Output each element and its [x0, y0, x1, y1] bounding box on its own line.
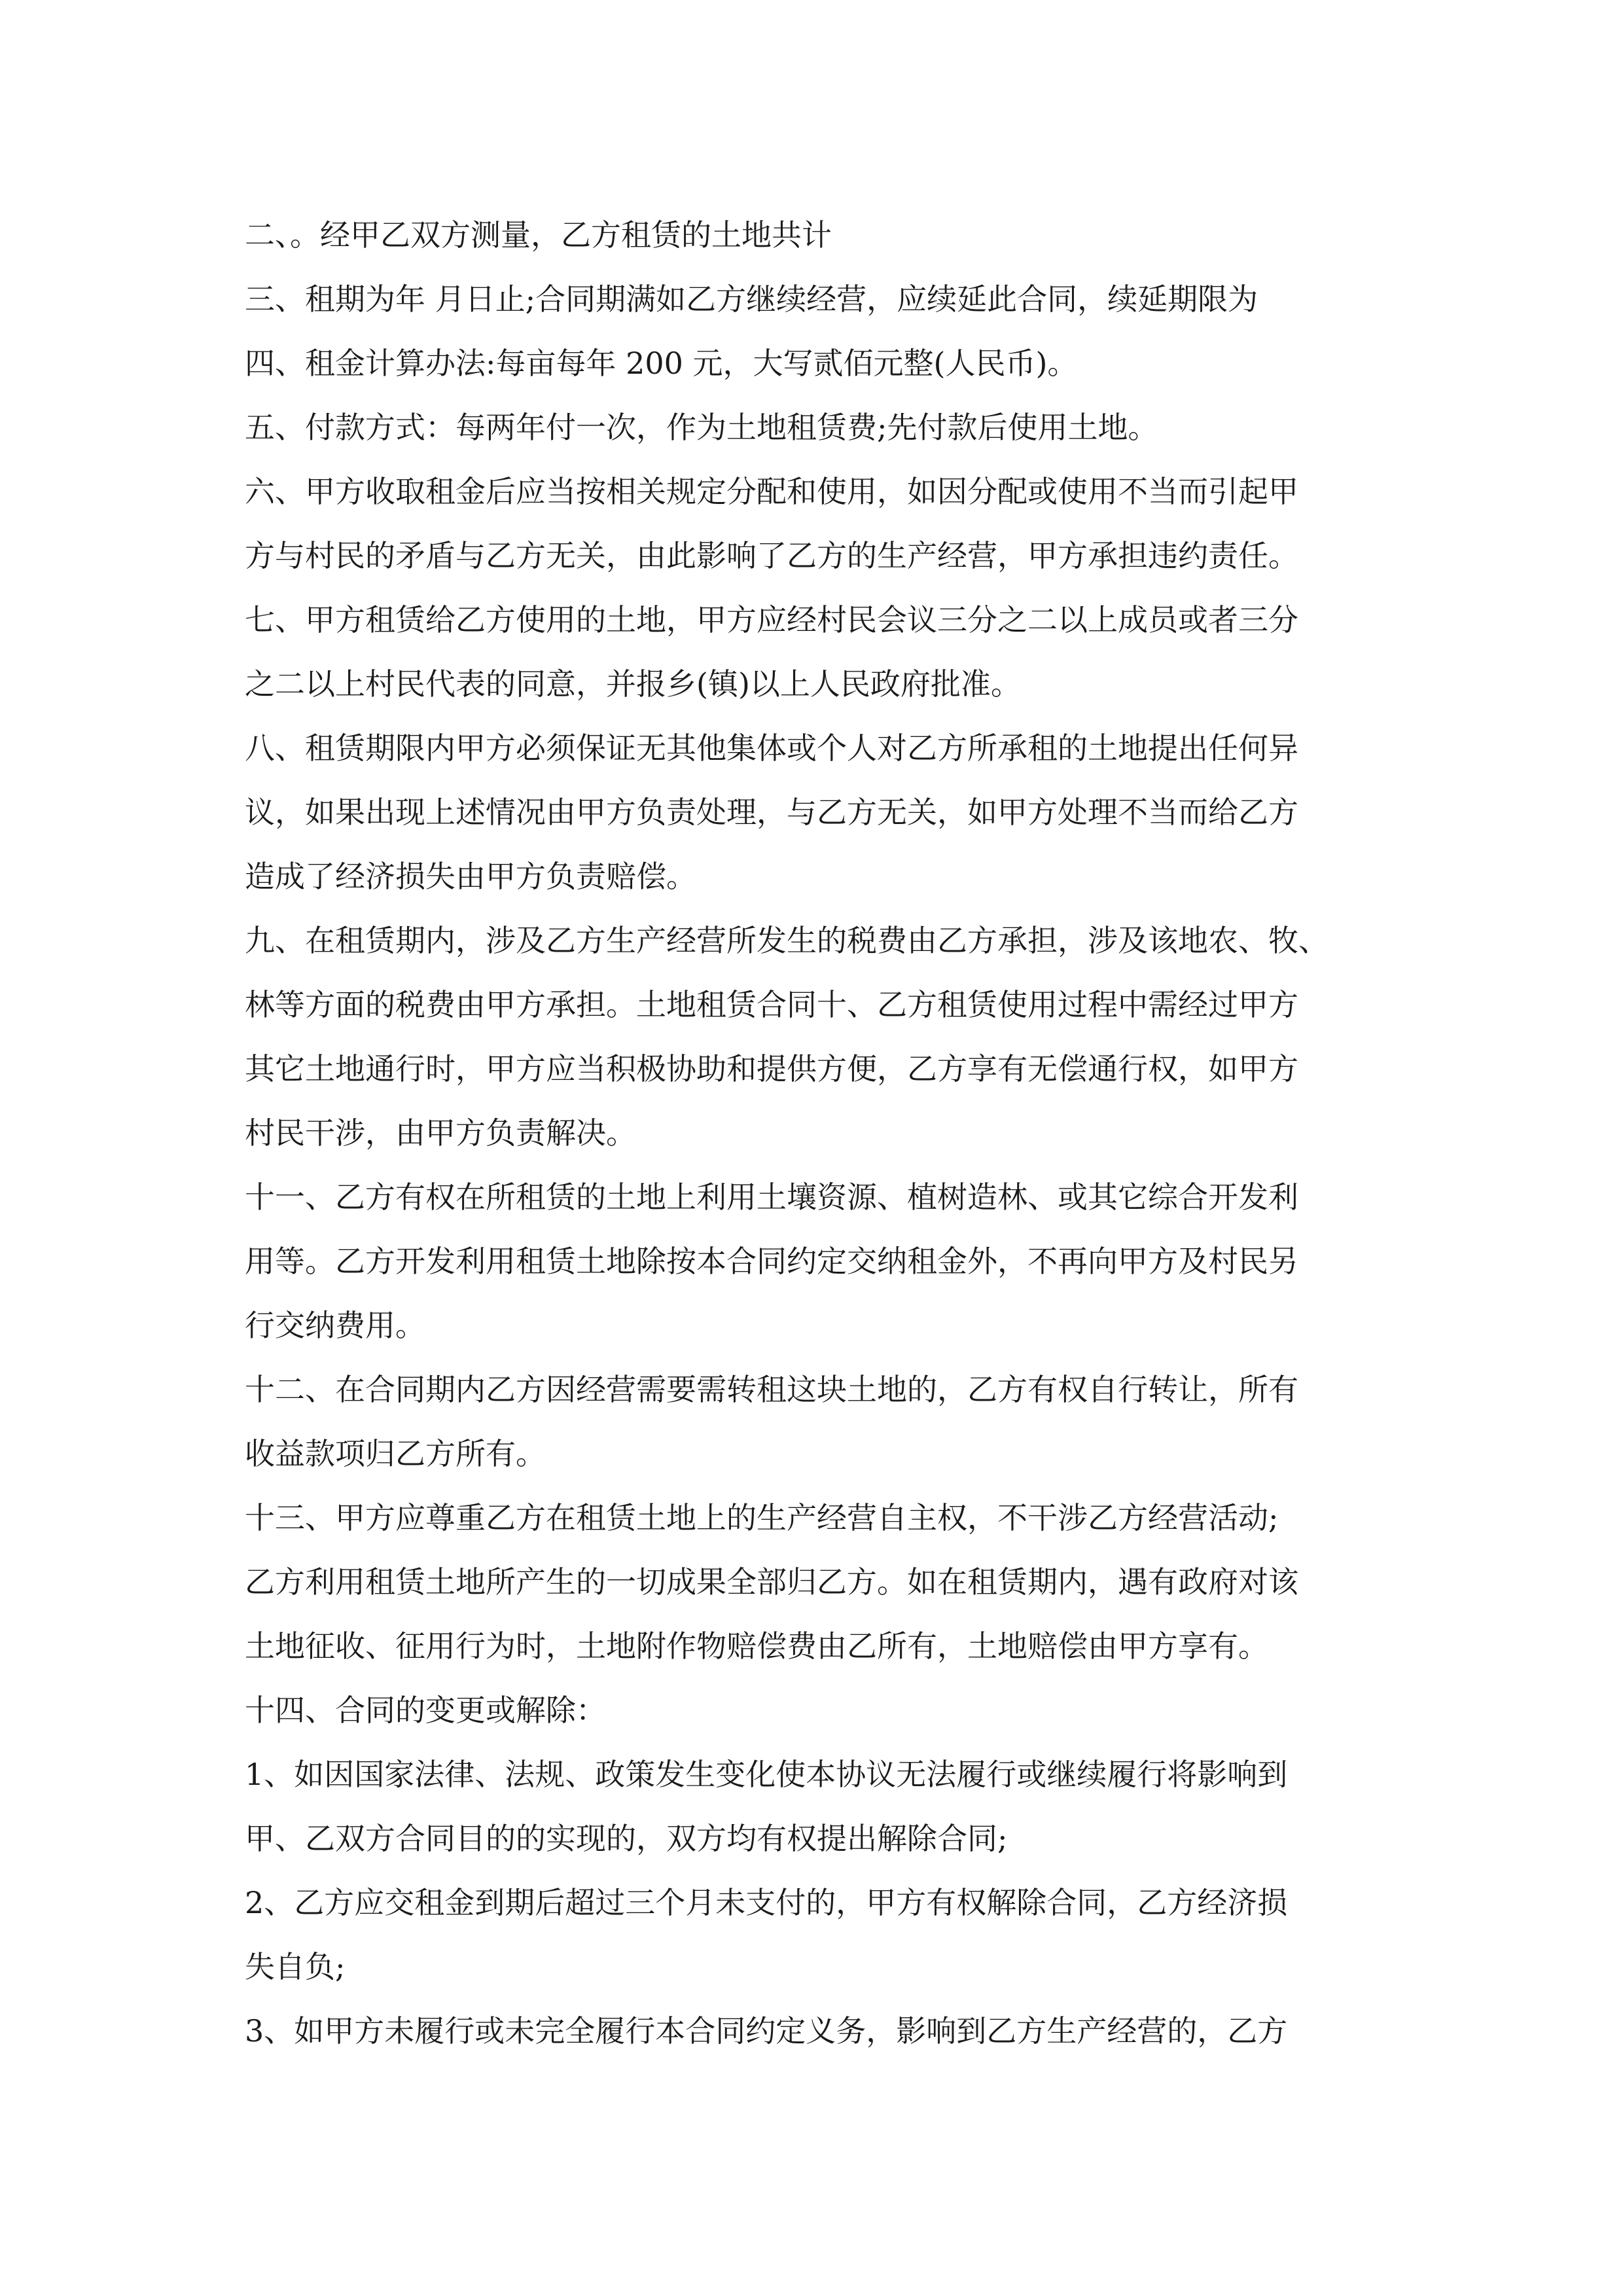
- text-line: 造成了经济损失由甲方负责赔偿。: [245, 859, 696, 894]
- document-body: [245, 203, 1383, 2063]
- text-line: 林等方面的税费由甲方承担。土地租赁合同十、乙方租赁使用过程中需经过甲方: [245, 987, 1298, 1022]
- text-line: 其它土地通行时，甲方应当积极协助和提供方便，乙方享有无偿通行权，如甲方: [245, 1051, 1298, 1086]
- text-line: 用等。乙方开发利用租赁土地除按本合同约定交纳租金外，不再向甲方及村民另: [245, 1244, 1298, 1279]
- text-line: 收益款项归乙方所有。: [245, 1436, 546, 1471]
- text-line-item-3: 3、如甲方未履行或未完全履行本合同约定义务，影响到乙方生产经营的，乙方: [245, 2013, 1288, 2049]
- text-line: 甲、乙双方合同目的的实现的，双方均有权提出解除合同;: [245, 1821, 1008, 1856]
- text-line: 失自负;: [245, 1949, 346, 1984]
- text-line: 土地征收、征用行为时，土地附作物赔偿费由乙所有，土地赔偿由甲方享有。: [245, 1628, 1268, 1664]
- text-line: 行交纳费用。: [245, 1308, 425, 1343]
- text-line-clause-8: 八、租赁期限内甲方必须保证无其他集体或个人对乙方所承租的土地提出任何异: [245, 730, 1298, 766]
- text-line: 方与村民的矛盾与乙方无关，由此影响了乙方的生产经营，甲方承担违约责任。: [245, 538, 1298, 573]
- text-line-clause-3: 三、租期为年 月日止;合同期满如乙方继续经营，应续延此合同，续延期限为: [245, 281, 1258, 317]
- text-line-item-1: 1、如因国家法律、法规、政策发生变化使本协议无法履行或继续履行将影响到: [245, 1757, 1288, 1792]
- text-line: 乙方利用租赁土地所产生的一切成果全部归乙方。如在租赁期内，遇有政府对该: [245, 1564, 1298, 1600]
- text-line-clause-13: 十三、甲方应尊重乙方在租赁土地上的生产经营自主权，不干涉乙方经营活动;: [245, 1500, 1279, 1535]
- text-line-clause-11: 十一、乙方有权在所租赁的土地上利用土壤资源、植树造林、或其它综合开发利: [245, 1179, 1298, 1215]
- text-line-clause-5: 五、付款方式：每两年付一次，作为土地租赁费;先付款后使用土地。: [245, 410, 1158, 445]
- text-line: 之二以上村民代表的同意，并报乡(镇)以上人民政府批准。: [245, 666, 1021, 702]
- text-line-clause-2: 二、。经甲乙双方测量，乙方租赁的土地共计: [245, 217, 832, 253]
- text-line-clause-14: 十四、合同的变更或解除：: [245, 1693, 606, 1728]
- text-line-clause-9: 九、在租赁期内，涉及乙方生产经营所发生的税费由乙方承担，涉及该地农、牧、: [245, 923, 1329, 958]
- text-line-clause-7: 七、甲方租赁给乙方使用的土地，甲方应经村民会议三分之二以上成员或者三分: [245, 602, 1298, 637]
- text-line: 议，如果出现上述情况由甲方负责处理，与乙方无关，如甲方处理不当而给乙方: [245, 795, 1298, 830]
- text-line-item-2: 2、乙方应交租金到期后超过三个月未支付的，甲方有权解除合同，乙方经济损: [245, 1885, 1288, 1920]
- text-line-clause-6: 六、甲方收取租金后应当按相关规定分配和使用，如因分配或使用不当而引起甲: [245, 474, 1298, 509]
- text-line: 村民干涉，由甲方负责解决。: [245, 1115, 636, 1151]
- text-line-clause-12: 十二、在合同期内乙方因经营需要需转租这块土地的，乙方有权自行转让，所有: [245, 1372, 1298, 1407]
- text-line-clause-4: 四、租金计算办法:每亩每年 200 元，大写贰佰元整(人民币)。: [245, 346, 1078, 381]
